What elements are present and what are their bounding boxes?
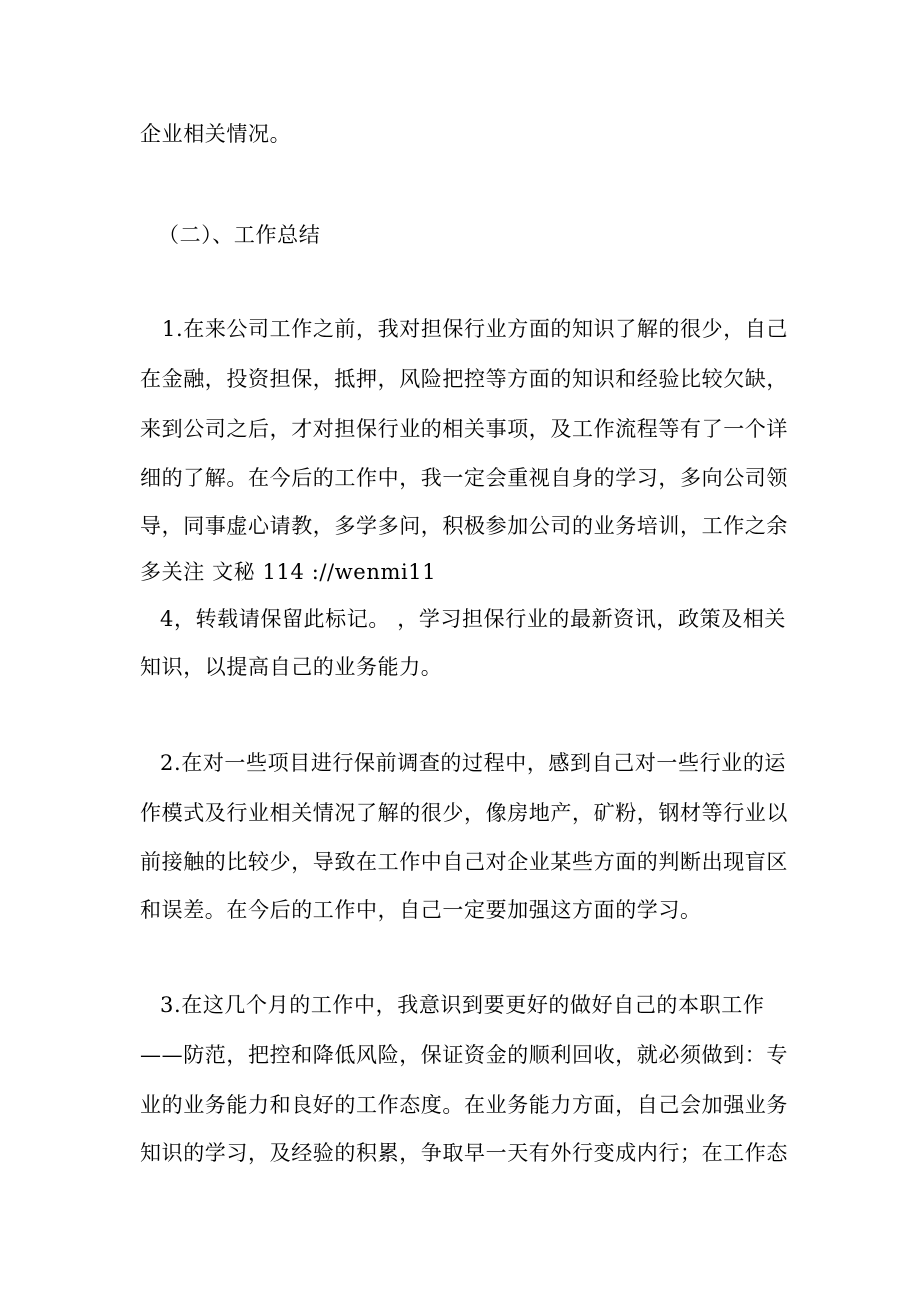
paragraph-line: 知识，以提高自己的业务能力。: [140, 655, 443, 679]
paragraph-line: 企业相关情况。: [140, 122, 292, 146]
paragraph-line: 作模式及行业相关情况了解的很少，像房地产，矿粉，钢材等行业以: [140, 801, 788, 825]
paragraph-line: 细的了解。在今后的工作中，我一定会重视自身的学习，多向公司领: [140, 466, 788, 490]
section-heading: （二）、工作总结: [158, 223, 321, 247]
paragraph-line: 知识的学习，及经验的积累，争取早一天有外行变成内行；在工作态: [140, 1141, 788, 1165]
paragraph-line: 来到公司之后，才对担保行业的相关事项，及工作流程等有了一个详: [140, 417, 788, 441]
paragraph-line: 在金融，投资担保，抵押，风险把控等方面的知识和经验比较欠缺，: [140, 367, 788, 391]
paragraph-line: 导，同事虚心请教，多学多问，积极参加公司的业务培训，工作之余: [140, 514, 788, 538]
paragraph-line: 多关注 文秘 114 ://wenmi11: [140, 560, 437, 584]
paragraph-line: 前接触的比较少，导致在工作中自己对企业某些方面的判断出现盲区: [140, 850, 788, 874]
paragraph-line: 2.在对一些项目进行保前调查的过程中，感到自己对一些行业的运: [160, 751, 787, 775]
paragraph-line: 3.在这几个月的工作中，我意识到要更好的做好自己的本职工作: [160, 993, 765, 1017]
paragraph-line: ——防范，把控和降低风险，保证资金的顺利回收，就必须做到：专: [140, 1043, 788, 1067]
paragraph-line: 和误差。在今后的工作中，自己一定要加强这方面的学习。: [140, 898, 702, 922]
paragraph-line: 业的业务能力和良好的工作态度。在业务能力方面，自己会加强业务: [140, 1093, 788, 1117]
paragraph-line: 4，转载请保留此标记。 ，学习担保行业的最新资讯，政策及相关: [160, 607, 787, 631]
paragraph-line: 1.在来公司工作之前，我对担保行业方面的知识了解的很少，自己: [162, 317, 789, 341]
